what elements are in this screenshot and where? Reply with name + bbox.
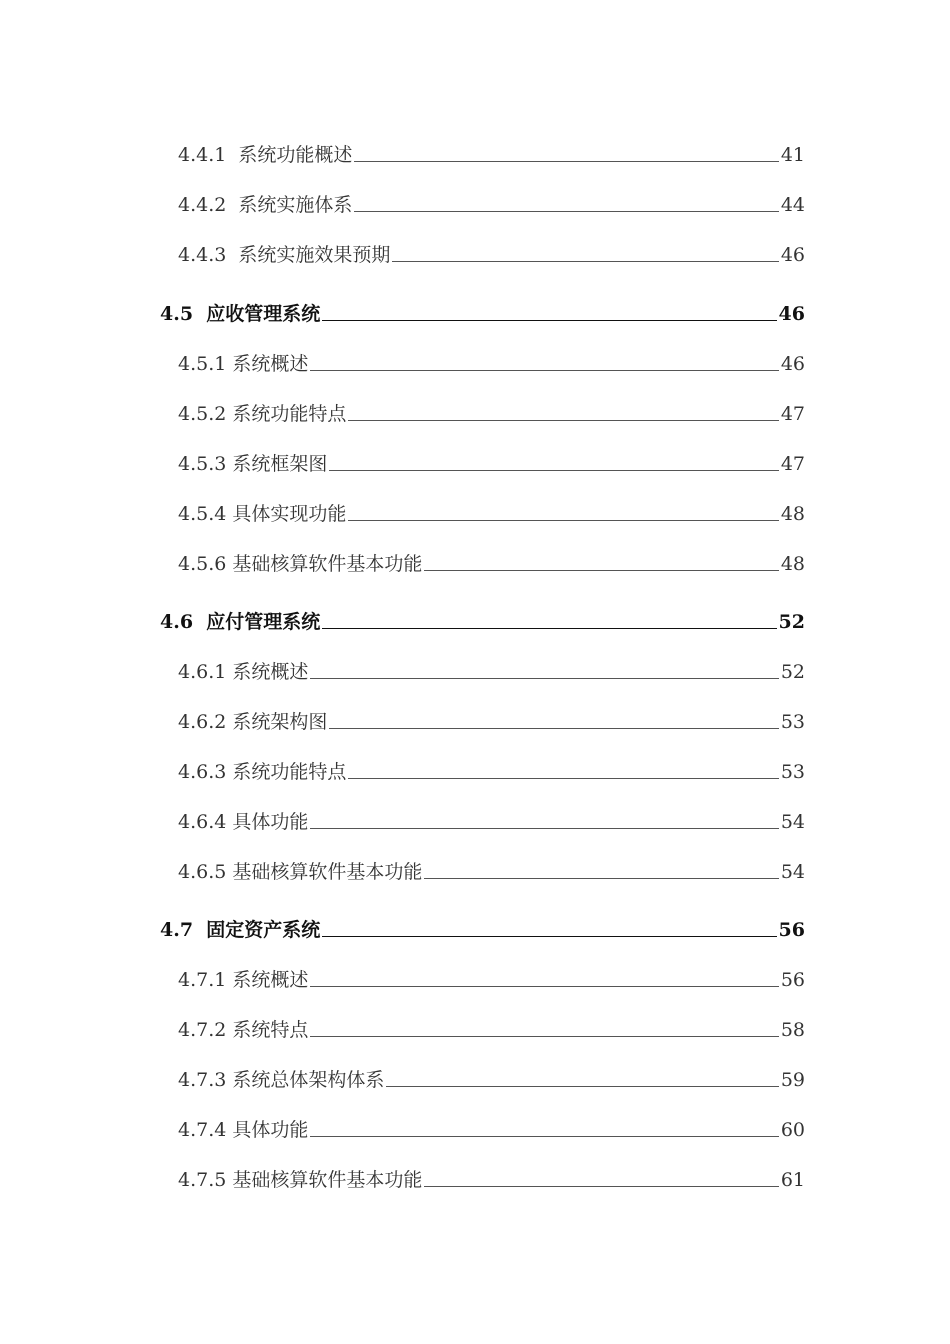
toc-entry-4-7-5[interactable] (178, 1163, 805, 1191)
toc-page-number: 46 (780, 244, 805, 266)
toc-leader-line (424, 569, 778, 571)
toc-leader-line (329, 469, 778, 471)
toc-page-number: 56 (780, 969, 805, 991)
toc-entry-4-5-2[interactable] (178, 397, 805, 425)
toc-entry-4-5-4[interactable] (178, 497, 805, 525)
toc-leader-line (348, 519, 778, 521)
toc-entry-label: 4.5.4 具体实现功能 (178, 503, 347, 525)
toc-entry-4-5-6[interactable] (178, 547, 805, 575)
toc-entry-label: 4.7.5 基础核算软件基本功能 (178, 1169, 423, 1191)
toc-page-number: 58 (780, 1019, 805, 1041)
toc-entry-label: 4.4.2 系统实施体系 (178, 194, 353, 216)
toc-page-number: 47 (780, 453, 805, 475)
toc-section-label: 4.5 应收管理系统 (160, 303, 321, 325)
toc-entry-label: 4.5.3 系统框架图 (178, 453, 328, 475)
toc-entry-label: 4.7.2 系统特点 (178, 1019, 309, 1041)
toc-leader-line (310, 677, 778, 679)
toc-entry-4-7-3[interactable] (178, 1063, 805, 1091)
toc-entry-label: 4.6.3 系统功能特点 (178, 761, 347, 783)
toc-leader-line (322, 627, 776, 629)
toc-entry-4-7-2[interactable] (178, 1013, 805, 1041)
toc-entry-4-6-4[interactable] (178, 805, 805, 833)
toc-section-label: 4.7 固定资产系统 (160, 919, 321, 941)
toc-page-number: 41 (780, 144, 805, 166)
toc-leader-line (354, 160, 778, 162)
toc-page-number: 46 (780, 353, 805, 375)
toc-page-number: 44 (780, 194, 805, 216)
toc-page-number: 48 (780, 553, 805, 575)
toc-page-number: 53 (780, 761, 805, 783)
toc-page-number: 52 (778, 611, 805, 633)
toc-entry-4-4-3[interactable] (178, 238, 805, 266)
toc-leader-line (310, 369, 778, 371)
toc-entry-4-4-1[interactable] (178, 138, 805, 166)
toc-leader-line (354, 210, 778, 212)
toc-entry-label: 4.7.1 系统概述 (178, 969, 309, 991)
toc-page-number: 54 (780, 811, 805, 833)
toc-page-number: 46 (778, 303, 805, 325)
toc-page-number: 60 (780, 1119, 805, 1141)
toc-entry-label: 4.6.1 系统概述 (178, 661, 309, 683)
toc-leader-line (310, 827, 778, 829)
toc-page-number: 52 (780, 661, 805, 683)
toc-entry-4-6-3[interactable] (178, 755, 805, 783)
toc-page-number: 48 (780, 503, 805, 525)
toc-entry-label: 4.6.4 具体功能 (178, 811, 309, 833)
toc-entry-label: 4.5.1 系统概述 (178, 353, 309, 375)
toc-entry-label: 4.5.6 基础核算软件基本功能 (178, 553, 423, 575)
toc-entry-4-7-1[interactable] (178, 963, 805, 991)
toc-leader-line (348, 419, 778, 421)
toc-leader-line (329, 727, 778, 729)
toc-page-number: 47 (780, 403, 805, 425)
toc-section-4-6[interactable] (160, 605, 805, 633)
toc-entry-4-7-4[interactable] (178, 1113, 805, 1141)
toc-entry-4-6-1[interactable] (178, 655, 805, 683)
toc-page-number: 61 (780, 1169, 805, 1191)
toc-leader-line (424, 877, 778, 879)
toc-page-number: 53 (780, 711, 805, 733)
toc-section-4-7[interactable] (160, 913, 805, 941)
toc-leader-line (322, 319, 776, 321)
toc-entry-4-4-2[interactable] (178, 188, 805, 216)
toc-entry-4-5-1[interactable] (178, 347, 805, 375)
toc-entry-label: 4.6.2 系统架构图 (178, 711, 328, 733)
toc-leader-line (310, 1135, 778, 1137)
toc-entry-label: 4.5.2 系统功能特点 (178, 403, 347, 425)
toc-leader-line (348, 777, 778, 779)
toc-leader-line (310, 985, 778, 987)
toc-leader-line (392, 260, 778, 262)
toc-section-label: 4.6 应付管理系统 (160, 611, 321, 633)
toc-entry-label: 4.6.5 基础核算软件基本功能 (178, 861, 423, 883)
toc-leader-line (322, 935, 776, 937)
toc-entry-label: 4.4.3 系统实施效果预期 (178, 244, 391, 266)
toc-entry-4-6-5[interactable] (178, 855, 805, 883)
toc-section-4-5[interactable] (160, 297, 805, 325)
toc-leader-line (310, 1035, 778, 1037)
toc-entry-4-6-2[interactable] (178, 705, 805, 733)
toc-entry-label: 4.7.4 具体功能 (178, 1119, 309, 1141)
toc-leader-line (424, 1185, 778, 1187)
toc-page-number: 56 (778, 919, 805, 941)
toc-entry-4-5-3[interactable] (178, 447, 805, 475)
toc-leader-line (386, 1085, 778, 1087)
toc-entry-label: 4.4.1 系统功能概述 (178, 144, 353, 166)
toc-page-number: 59 (780, 1069, 805, 1091)
toc-page-number: 54 (780, 861, 805, 883)
toc-entry-label: 4.7.3 系统总体架构体系 (178, 1069, 385, 1091)
